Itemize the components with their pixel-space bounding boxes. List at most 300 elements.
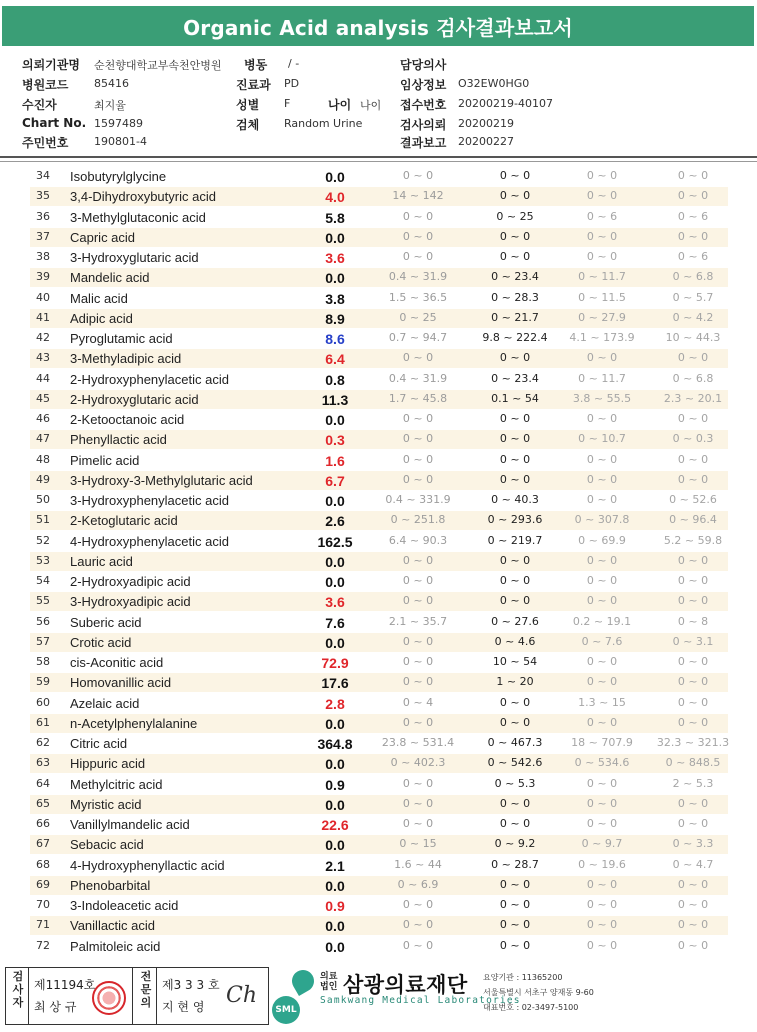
analyte-name: Myristic acid (70, 796, 142, 812)
sml-logo: SML (272, 996, 300, 1024)
row-number: 49 (36, 472, 50, 486)
reference-range-4: 0 ~ 52.6 (669, 493, 717, 506)
table-row (0, 369, 757, 389)
reference-range-2: 0 ~ 9.2 (494, 837, 536, 851)
reference-range-3: 0 ~ 0 (586, 938, 618, 952)
patient-info (22, 54, 742, 152)
reference-range-2: 0 ~ 0 (499, 796, 531, 810)
row-number: 53 (36, 553, 50, 567)
reference-range-1: 0 ~ 0 (402, 553, 434, 567)
result-value: 6.4 (325, 351, 345, 368)
reference-range-3: 0 ~ 307.8 (574, 513, 630, 527)
result-value: 7.6 (325, 614, 345, 631)
examiner-label (8, 970, 28, 1009)
reference-range-4: 10 ~ 44.3 (665, 331, 721, 344)
row-number: 69 (36, 877, 50, 891)
table-row (0, 490, 757, 510)
reference-range-4: 0 ~ 0 (677, 189, 709, 203)
report-value: 20200227 (458, 135, 514, 148)
reference-range-4: 0 ~ 4.2 (672, 310, 714, 324)
reference-range-2: 0 ~ 23.4 (491, 371, 539, 385)
row-number: 66 (36, 817, 50, 830)
org-english-name: Samkwang Medical Laboratories (320, 995, 521, 1006)
request-label: 검사의뢰 (400, 118, 447, 132)
clinical-label: 임상정보 (400, 78, 447, 92)
table-row (0, 409, 757, 429)
row-number: 46 (36, 412, 50, 425)
reference-range-3: 0 ~ 0 (586, 817, 618, 830)
reference-range-4: 0 ~ 6.8 (672, 371, 714, 385)
table-row (0, 753, 757, 773)
analyte-name: 4-Hydroxyphenylacetic acid (70, 533, 229, 549)
reference-range-4: 0 ~ 0 (677, 169, 709, 182)
reference-range-4: 0 ~ 0 (677, 655, 709, 668)
receipt-label: 접수번호 (400, 98, 447, 112)
reference-range-1: 0 ~ 0 (402, 675, 434, 689)
table-row (0, 814, 757, 834)
reference-range-2: 0 ~ 0 (499, 189, 531, 203)
row-number: 36 (36, 209, 50, 223)
result-value: 0.9 (325, 776, 345, 793)
reference-range-2: 0 ~ 0 (499, 877, 531, 891)
analyte-name: Vanillylmandelic acid (70, 817, 190, 832)
table-row (0, 429, 757, 449)
row-number: 40 (36, 290, 50, 304)
reference-range-3: 0 ~ 0 (586, 594, 618, 608)
reference-range-1: 0 ~ 0 (402, 209, 434, 223)
examiner-name: 최 상 규 (34, 1000, 77, 1014)
examiner-no: 제11194호 (34, 978, 96, 992)
result-value: 0.0 (325, 574, 345, 590)
chart-value: 1597489 (94, 117, 143, 130)
receipt-value: 20200219-40107 (458, 97, 553, 110)
analyte-name: 2-Ketoglutaric acid (70, 513, 178, 529)
result-value: 5.8 (325, 209, 345, 226)
result-value: 0.0 (325, 837, 345, 854)
reference-range-2: 0 ~ 467.3 (487, 736, 543, 749)
row-number: 54 (36, 574, 50, 587)
reference-range-1: 0 ~ 251.8 (390, 513, 446, 527)
result-value: 4.0 (325, 189, 345, 206)
reference-range-3: 0 ~ 0 (586, 776, 618, 790)
reference-range-4: 0 ~ 0 (677, 938, 709, 952)
row-number: 41 (36, 310, 50, 324)
reference-range-1: 0 ~ 0 (402, 715, 434, 729)
row-number: 39 (36, 270, 50, 284)
reference-range-4: 0 ~ 96.4 (669, 513, 717, 527)
row-number: 48 (36, 452, 50, 466)
row-number: 47 (36, 432, 50, 446)
table-row (0, 186, 757, 206)
analyte-name: 4-Hydroxyphenyllactic acid (70, 857, 225, 873)
result-value: 3.8 (325, 290, 345, 307)
reference-range-3: 1.3 ~ 15 (578, 695, 626, 709)
table-row (0, 389, 757, 409)
reference-range-2: 0 ~ 0 (499, 452, 531, 466)
reference-range-2: 10 ~ 54 (492, 655, 538, 668)
reference-range-4: 0 ~ 0 (677, 574, 709, 587)
analyte-name: Suberic acid (70, 614, 142, 630)
reference-range-2: 0 ~ 28.3 (491, 290, 539, 304)
analyte-name: Adipic acid (70, 310, 133, 326)
analyte-name: n-Acetylphenylalanine (70, 715, 198, 731)
result-value: 0.0 (325, 493, 345, 509)
reference-range-1: 0 ~ 0 (402, 351, 434, 365)
analyte-name: Isobutyrylglycine (70, 169, 167, 184)
reference-range-4: 0 ~ 6.8 (672, 270, 714, 284)
reference-range-3: 4.1 ~ 173.9 (569, 331, 635, 344)
result-value: 17.6 (321, 675, 349, 692)
reference-range-2: 1 ~ 20 (496, 675, 534, 689)
reference-range-3: 0 ~ 0 (586, 169, 618, 182)
specialist-name: 지 현 영 (162, 1000, 205, 1014)
result-value: 3.6 (325, 250, 345, 266)
reference-range-2: 0 ~ 0 (499, 169, 531, 182)
reference-range-1: 0 ~ 0 (402, 938, 434, 952)
analyte-name: 3-Hydroxyadipic acid (70, 594, 191, 610)
reference-range-1: 0 ~ 0 (402, 776, 434, 790)
reference-range-1: 0 ~ 0 (402, 169, 434, 182)
reference-range-1: 0 ~ 25 (399, 310, 437, 324)
table-row (0, 693, 757, 713)
reference-range-3: 0 ~ 0 (586, 472, 618, 486)
reference-range-2: 0 ~ 5.3 (494, 776, 536, 790)
reference-range-2: 0 ~ 0 (499, 250, 531, 263)
row-number: 59 (36, 675, 50, 689)
table-row (0, 288, 757, 308)
reference-range-1: 2.1 ~ 35.7 (388, 614, 448, 628)
reference-range-1: 0 ~ 15 (399, 837, 437, 851)
reference-range-1: 0.4 ~ 31.9 (388, 371, 448, 385)
row-number: 55 (36, 594, 50, 608)
footer-divider (156, 967, 157, 1025)
reference-range-4: 0 ~ 0.3 (672, 432, 714, 446)
reference-range-1: 0 ~ 6.9 (397, 877, 439, 891)
result-value: 2.1 (325, 857, 345, 874)
reference-range-4: 0 ~ 0 (677, 695, 709, 709)
table-row (0, 855, 757, 875)
result-value: 0.9 (325, 898, 345, 914)
table-row (0, 733, 757, 753)
specialist-label-text: 전문의 (140, 970, 152, 1009)
reference-range-3: 0 ~ 0 (586, 796, 618, 810)
org-address: 서울특별시 서초구 양재동 9-60 (483, 988, 594, 997)
table-row (0, 915, 757, 935)
reference-range-2: 9.8 ~ 222.4 (482, 331, 548, 344)
result-value: 162.5 (317, 533, 353, 550)
row-number: 44 (36, 371, 50, 385)
reference-range-4: 0 ~ 0 (677, 229, 709, 243)
org-phone: 대표번호 : 02-3497-5100 (483, 1003, 579, 1012)
specialist-no: 제3 3 3 호 (162, 978, 220, 992)
chart-label: Chart No. (22, 116, 87, 130)
doctor-label: 담당의사 (400, 58, 447, 72)
reference-range-1: 0 ~ 0 (402, 472, 434, 486)
reference-range-1: 0 ~ 0 (402, 634, 434, 648)
analyte-name: Malic acid (70, 290, 128, 306)
result-value: 0.0 (325, 877, 345, 894)
report-title: Organic Acid analysis 검사결과보고서 (2, 6, 754, 46)
row-number: 56 (36, 614, 50, 628)
reference-range-1: 0 ~ 0 (402, 412, 434, 425)
row-number: 57 (36, 634, 50, 648)
reference-range-1: 1.6 ~ 44 (394, 857, 442, 871)
table-row (0, 207, 757, 227)
analyte-name: Crotic acid (70, 634, 132, 650)
row-number: 43 (36, 351, 50, 365)
result-value: 0.0 (325, 796, 345, 813)
table-row (0, 348, 757, 368)
reference-range-2: 0 ~ 542.6 (487, 756, 543, 770)
analyte-name: Vanillactic acid (70, 918, 156, 934)
reference-range-3: 3.8 ~ 55.5 (572, 391, 632, 405)
reference-range-2: 0 ~ 0 (499, 432, 531, 446)
rrn-value: 190801-4 (94, 135, 147, 148)
analyte-name: 3-Hydroxy-3-Methylglutaric acid (70, 472, 253, 488)
result-value: 0.0 (325, 715, 345, 732)
analyte-name: 2-Hydroxyphenylacetic acid (70, 371, 229, 387)
reference-range-3: 0 ~ 0 (586, 675, 618, 689)
reference-range-3: 0 ~ 19.6 (578, 857, 626, 871)
reference-range-4: 0 ~ 0 (677, 412, 709, 425)
result-value: 2.8 (325, 695, 345, 712)
ward-value: / - (288, 57, 300, 70)
reference-range-1: 0 ~ 0 (402, 655, 434, 668)
official-seal-icon (92, 981, 126, 1015)
table-row (0, 652, 757, 672)
reference-range-2: 0 ~ 293.6 (487, 513, 543, 527)
reference-range-4: 0 ~ 0 (677, 817, 709, 830)
reference-range-1: 1.5 ~ 36.5 (388, 290, 448, 304)
dept-label: 진료과 (236, 78, 271, 92)
analyte-name: 3-Methyladipic acid (70, 351, 182, 367)
reference-range-1: 0 ~ 0 (402, 918, 434, 932)
reference-range-1: 6.4 ~ 90.3 (388, 533, 448, 547)
analyte-name: Pimelic acid (70, 452, 140, 468)
reference-range-3: 18 ~ 707.9 (571, 736, 633, 749)
analyte-name: Phenyllactic acid (70, 432, 167, 448)
reference-range-4: 0 ~ 8 (677, 614, 709, 628)
analyte-name: 3-Indoleacetic acid (70, 898, 179, 913)
reference-range-3: 0 ~ 0 (586, 574, 618, 587)
reference-range-1: 0 ~ 0 (402, 574, 434, 587)
header-divider (0, 156, 757, 158)
reference-range-3: 0 ~ 0 (586, 493, 618, 506)
table-row (0, 632, 757, 652)
reference-range-2: 0 ~ 40.3 (491, 493, 539, 506)
reference-range-2: 0 ~ 23.4 (491, 270, 539, 284)
institution-value: 순천향대학교부속천안병원 (94, 59, 222, 72)
analyte-name: Homovanillic acid (70, 675, 172, 691)
reference-range-4: 0 ~ 6 (677, 209, 709, 223)
result-value: 11.3 (321, 391, 349, 408)
reference-range-2: 0 ~ 0 (499, 715, 531, 729)
analyte-name: Mandelic acid (70, 270, 150, 286)
request-value: 20200219 (458, 117, 514, 130)
reference-range-4: 0 ~ 0 (677, 594, 709, 608)
reference-range-2: 0 ~ 4.6 (494, 634, 536, 648)
table-row (0, 247, 757, 267)
result-value: 8.9 (325, 310, 345, 327)
table-row (0, 551, 757, 571)
reference-range-1: 0 ~ 0 (402, 594, 434, 608)
table-row (0, 713, 757, 733)
analyte-name: 3-Methylglutaconic acid (70, 209, 206, 225)
reference-range-3: 0 ~ 534.6 (574, 756, 630, 770)
header-divider-thin (0, 161, 757, 162)
analyte-name: cis-Aconitic acid (70, 655, 164, 670)
reference-range-4: 0 ~ 6 (677, 250, 709, 263)
table-row (0, 875, 757, 895)
result-value: 1.6 (325, 452, 345, 469)
reference-range-1: 0.4 ~ 31.9 (388, 270, 448, 284)
reference-range-1: 0 ~ 0 (402, 250, 434, 263)
reference-range-4: 0 ~ 0 (677, 553, 709, 567)
reference-range-2: 0 ~ 0 (499, 574, 531, 587)
analyte-name: 2-Ketooctanoic acid (70, 412, 185, 427)
analyte-name: 3-Hydroxyglutaric acid (70, 250, 199, 265)
age-label: 나이 (328, 98, 352, 112)
analyte-name: Pyroglutamic acid (70, 331, 173, 346)
row-number: 38 (36, 250, 50, 263)
result-value: 3.6 (325, 594, 345, 611)
analyte-name: 3,4-Dihydroxybutyric acid (70, 189, 216, 205)
reference-range-4: 0 ~ 0 (677, 452, 709, 466)
reference-range-3: 0 ~ 0 (586, 189, 618, 203)
reference-range-4: 0 ~ 4.7 (672, 857, 714, 871)
reference-range-3: 0 ~ 27.9 (578, 310, 626, 324)
specialist-label (136, 970, 156, 1009)
reference-range-2: 0 ~ 0 (499, 351, 531, 365)
table-row (0, 591, 757, 611)
dept-value: PD (284, 77, 300, 90)
reference-range-1: 0 ~ 0 (402, 796, 434, 810)
logo-wave-icon (288, 966, 318, 996)
row-number: 64 (36, 776, 50, 790)
org-name: 삼광의료재단 (343, 973, 468, 997)
reference-range-3: 0 ~ 6 (586, 209, 618, 223)
row-number: 42 (36, 331, 50, 344)
analyte-name: Hippuric acid (70, 756, 146, 772)
reference-range-3: 0 ~ 0 (586, 250, 618, 263)
reference-range-4: 0 ~ 3.1 (672, 634, 714, 648)
reference-range-3: 0 ~ 0 (586, 898, 618, 911)
row-number: 60 (36, 695, 50, 709)
reference-range-4: 2.3 ~ 20.1 (663, 391, 723, 405)
row-number: 68 (36, 857, 50, 871)
reference-range-2: 0 ~ 219.7 (487, 533, 543, 547)
result-value: 0.0 (325, 756, 345, 773)
reference-range-3: 0 ~ 11.5 (578, 290, 626, 304)
reference-range-3: 0 ~ 0 (586, 877, 618, 891)
reference-range-1: 0 ~ 0 (402, 817, 434, 830)
reference-range-2: 0 ~ 0 (499, 594, 531, 608)
reference-range-4: 32.3 ~ 321.3 (656, 736, 730, 749)
reference-range-3: 0 ~ 69.9 (578, 533, 626, 547)
receiver-value: 최지율 (94, 99, 126, 112)
table-row (0, 936, 757, 956)
reference-range-1: 23.8 ~ 531.4 (381, 736, 455, 749)
result-value: 0.0 (325, 918, 345, 935)
reference-range-1: 0 ~ 4 (402, 695, 434, 709)
table-row (0, 227, 757, 247)
reference-range-4: 0 ~ 0 (677, 898, 709, 911)
result-value: 72.9 (321, 655, 349, 671)
reference-range-2: 0 ~ 0 (499, 553, 531, 567)
row-number: 62 (36, 736, 50, 749)
analyte-name: 2-Hydroxyadipic acid (70, 574, 191, 589)
row-number: 52 (36, 533, 50, 547)
reference-range-3: 0 ~ 0 (586, 655, 618, 668)
result-value: 0.0 (325, 229, 345, 246)
reference-range-2: 0.1 ~ 54 (491, 391, 539, 405)
reference-range-3: 0 ~ 0 (586, 715, 618, 729)
reference-range-3: 0 ~ 0 (586, 452, 618, 466)
reference-range-4: 0 ~ 0 (677, 796, 709, 810)
hospital-code-label: 병원코드 (22, 78, 69, 92)
hospital-code-value: 85416 (94, 77, 129, 90)
analyte-name: Methylcitric acid (70, 776, 163, 792)
reference-range-3: 0 ~ 11.7 (578, 270, 626, 284)
reference-range-4: 0 ~ 0 (677, 472, 709, 486)
result-value: 0.0 (325, 270, 345, 287)
reference-range-2: 0 ~ 0 (499, 229, 531, 243)
analyte-name: Citric acid (70, 736, 128, 751)
reference-range-1: 0.4 ~ 331.9 (385, 493, 451, 506)
reference-range-2: 0 ~ 21.7 (491, 310, 539, 324)
reference-range-2: 0 ~ 0 (499, 695, 531, 709)
table-row (0, 571, 757, 591)
sex-value: F (284, 97, 291, 110)
analyte-name: Palmitoleic acid (70, 938, 161, 954)
rrn-label: 주민번호 (22, 136, 69, 150)
row-number: 45 (36, 391, 50, 405)
table-row (0, 774, 757, 794)
reference-range-1: 0 ~ 0 (402, 229, 434, 243)
result-value: 0.3 (325, 432, 345, 449)
table-row (0, 328, 757, 348)
reference-range-3: 0 ~ 0 (586, 412, 618, 425)
row-number: 71 (36, 918, 50, 932)
reference-range-3: 0 ~ 0 (586, 229, 618, 243)
row-number: 37 (36, 229, 50, 243)
reference-range-2: 0 ~ 0 (499, 472, 531, 486)
row-number: 51 (36, 513, 50, 527)
analyte-name: 2-Hydroxyglutaric acid (70, 391, 199, 407)
age-value: 나이 (360, 99, 382, 112)
table-row (0, 834, 757, 854)
reference-range-3: 0 ~ 0 (586, 553, 618, 567)
table-row (0, 531, 757, 551)
table-row (0, 510, 757, 530)
reference-range-3: 0.2 ~ 19.1 (572, 614, 632, 628)
analyte-name: Phenobarbital (70, 877, 151, 893)
ward-label: 병동 (244, 58, 268, 72)
reference-range-1: 0 ~ 0 (402, 898, 434, 911)
reference-range-2: 0 ~ 0 (499, 817, 531, 830)
reference-range-3: 0 ~ 7.6 (581, 634, 623, 648)
analyte-name: Lauric acid (70, 553, 133, 569)
reference-range-3: 0 ~ 0 (586, 351, 618, 365)
table-row (0, 794, 757, 814)
reference-range-4: 0 ~ 0 (677, 675, 709, 689)
reference-range-2: 0 ~ 0 (499, 412, 531, 425)
table-row (0, 470, 757, 490)
reference-range-3: 0 ~ 0 (586, 918, 618, 932)
institution-label: 의뢰기관명 (22, 58, 80, 72)
table-row (0, 450, 757, 470)
row-number: 35 (36, 189, 50, 203)
